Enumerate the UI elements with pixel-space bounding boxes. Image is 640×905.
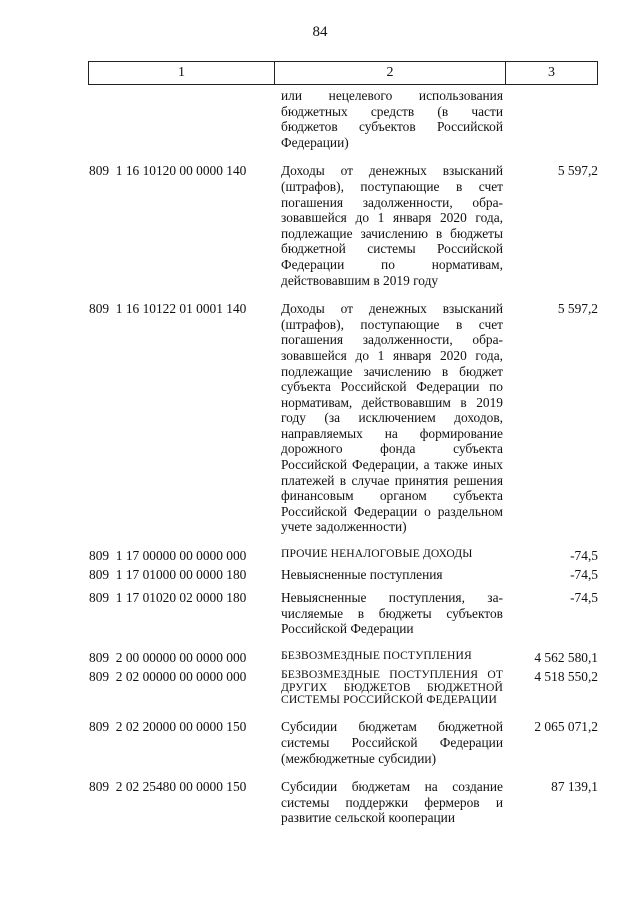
row-description: ПРОЧИЕ НЕНАЛОГОВЫЕ ДОХОДЫ — [281, 547, 473, 561]
row-description: или нецелевого использования бюджетных средств (в части бюджетов субъектов Российской Федерации) — [281, 88, 503, 150]
table-row — [0, 547, 640, 564]
row-amount: 2 065 071,2 — [534, 719, 598, 735]
row-amount: 4 518 550,2 — [534, 669, 598, 685]
row-amount: -74,5 — [570, 548, 598, 564]
table-header-row — [88, 61, 598, 85]
table-row — [0, 88, 640, 150]
row-amount: -74,5 — [570, 567, 598, 583]
row-description: Доходы от денежных взысканий (штрафов), поступающие в счет погашения задолженности, образовавшейся до 1 января 2020 года, подлежащие зачислению в бюджеты бюджетной системы Российской Федерации по нормативам, действовавшим в 2019 году — [281, 163, 503, 288]
table-row — [0, 163, 640, 288]
table-row — [0, 567, 640, 583]
table-row — [0, 779, 640, 826]
column-header-2: 2 — [275, 62, 506, 84]
row-amount: 87 139,1 — [551, 779, 598, 795]
row-code: 809 1 17 00000 00 0000 000 — [89, 548, 247, 564]
table-body — [0, 88, 640, 826]
row-description: Невыясненные поступления — [281, 567, 443, 583]
row-code: 809 2 02 00000 00 0000 000 — [89, 669, 247, 685]
table-row — [0, 719, 640, 766]
table-row — [0, 590, 640, 637]
row-amount: 5 597,2 — [557, 301, 598, 317]
row-description: БЕЗВОЗМЕЗДНЫЕ ПОСТУПЛЕНИЯ — [281, 648, 472, 662]
page-number: 84 — [312, 24, 328, 40]
row-description: Субсидии бюджетам на создание системы поддержки фермеров и развитие сельской кооперации — [281, 779, 503, 826]
column-header-3: 3 — [548, 65, 555, 80]
row-amount: -74,5 — [570, 590, 598, 606]
row-amount: 4 562 580,1 — [534, 649, 598, 665]
row-code: 809 1 17 01000 00 0000 180 — [89, 567, 247, 583]
table-row — [0, 669, 640, 706]
row-description: Субсидии бюджетам бюджетной системы Российской Федерации (межбюджетные субсидии) — [281, 719, 503, 766]
row-code: 809 2 02 25480 00 0000 150 — [89, 779, 247, 795]
row-code: 809 1 16 10120 00 0000 140 — [89, 163, 247, 179]
row-code: 809 1 16 10122 01 0001 140 — [89, 301, 247, 317]
row-amount: 5 597,2 — [557, 163, 598, 179]
row-code: 809 2 02 20000 00 0000 150 — [89, 719, 247, 735]
row-description: Доходы от денежных взысканий (штрафов), поступающие в счет погашения задолженности, образовавшейся до 1 января 2020 года, подлежащие зачислению в бюджет субъекта Российской Федерации по нормативам, действовавшим в 2019 году (за исключением доходов, направляемых на формирование дорожного фонда субъекта Российской Федерации, а также иных платежей в случае принятия решения финансовым органом субъекта Российской Федерации о раздельном учете задолженности) — [281, 301, 503, 535]
row-description: Невыясненные поступления, зачисляемые в бюджеты субъектов Российской Федерации — [281, 590, 503, 637]
row-description: БЕЗВОЗМЕЗДНЫЕ ПОСТУПЛЕНИЯ ОТ ДРУГИХ БЮДЖЕТОВ БЮДЖЕТНОЙ СИСТЕМЫ РОССИЙСКОЙ ФЕДЕРАЦИИ — [281, 668, 503, 707]
table-row — [0, 648, 640, 665]
table-row — [0, 301, 640, 535]
row-code: 809 2 00 00000 00 0000 000 — [89, 649, 247, 665]
column-header-1: 1 — [89, 62, 275, 84]
row-code: 809 1 17 01020 02 0000 180 — [89, 590, 247, 606]
